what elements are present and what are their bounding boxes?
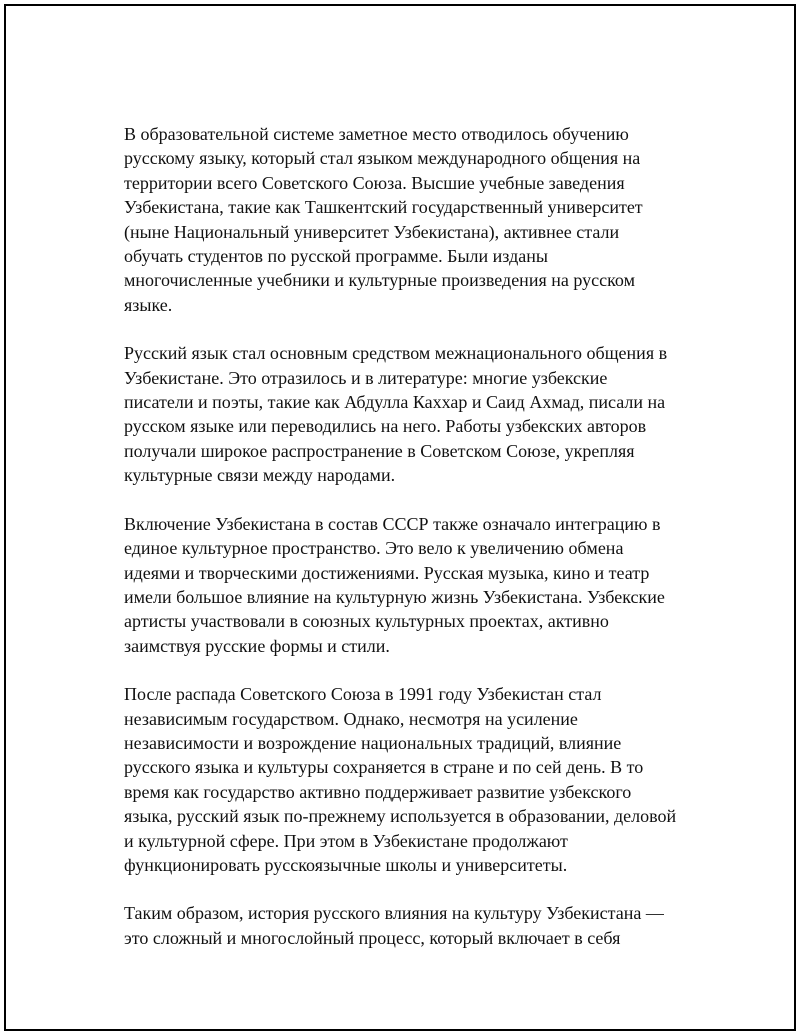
text-line: русском языке или переводились на него. Работы узбекских авторов (124, 416, 647, 437)
text-line: это сложный и многослойный процесс, который включает в себя (124, 927, 621, 948)
text-line: независимости и возрождение национальных традиций, влияние (124, 732, 622, 753)
text-line: Русский язык стал основным средством межнационального общения в (124, 343, 668, 364)
text-line: единое культурное пространство. Это вело к увеличению обмена (124, 538, 624, 559)
text-line: и культурной сфере. При этом в Узбекистане продолжают (124, 830, 568, 851)
text-line: Узбекистана, такие как Ташкентский государственный университет (124, 197, 643, 218)
text-line: обучать студентов по русской программе. Были изданы (124, 246, 548, 267)
text-line: После распада Советского Союза в 1991 году Узбекистан стал (124, 684, 602, 705)
text-line: Узбекистане. Это отразилось и в литературе: многие узбекские (124, 367, 608, 388)
text-line: русского языка и культуры сохраняется в стране и по сей день. В то (124, 757, 644, 778)
text-line: В образовательной системе заметное место отводилось обучению (124, 124, 629, 144)
text-line: получали широкое распространение в Советском Союзе, укрепляя (124, 440, 635, 461)
text-line: территории всего Советского Союза. Высшие учебные заведения (124, 172, 625, 193)
text-line: Включение Узбекистана в состав СССР также означало интеграцию в (124, 513, 661, 534)
text-line: функционировать русскоязычные школы и университеты. (124, 854, 568, 875)
paragraph-independence (124, 682, 704, 877)
text-line: заимствуя русские формы и стили. (124, 635, 390, 656)
text-line: Таким образом, история русского влияния на культуру Узбекистана — (124, 903, 664, 924)
text-line: писатели и поэты, такие как Абдулла Каххар и Саид Ахмад, писали на (124, 392, 666, 413)
text-line: независимым государством. Однако, несмотря на усиление (124, 708, 578, 729)
text-line: культурные связи между народами. (124, 465, 396, 486)
paragraph-language (124, 341, 704, 487)
paragraph-culture (124, 512, 704, 658)
text-line: время как государство активно поддерживает развитие узбекского (124, 781, 632, 802)
text-line: языка, русский язык по-прежнему используется в образовании, деловой (124, 806, 677, 827)
document-body (124, 122, 704, 974)
paragraph-education (124, 122, 704, 317)
text-line: русскому языку, который стал языком международного общения на (124, 148, 641, 169)
text-line: идеями и творческими достижениями. Русская музыка, кино и театр (124, 562, 650, 583)
text-line: (ныне Национальный университет Узбекистана), активнее стали (124, 221, 620, 242)
paragraph-conclusion (124, 901, 704, 950)
text-line: многочисленные учебники и культурные произведения на русском (124, 270, 635, 291)
text-line: артисты участвовали в союзных культурных проектах, активно (124, 611, 609, 632)
text-line: имели большое влияние на культурную жизнь Узбекистана. Узбекские (124, 586, 665, 607)
document-page (4, 4, 796, 1031)
text-line: языке. (124, 294, 173, 315)
